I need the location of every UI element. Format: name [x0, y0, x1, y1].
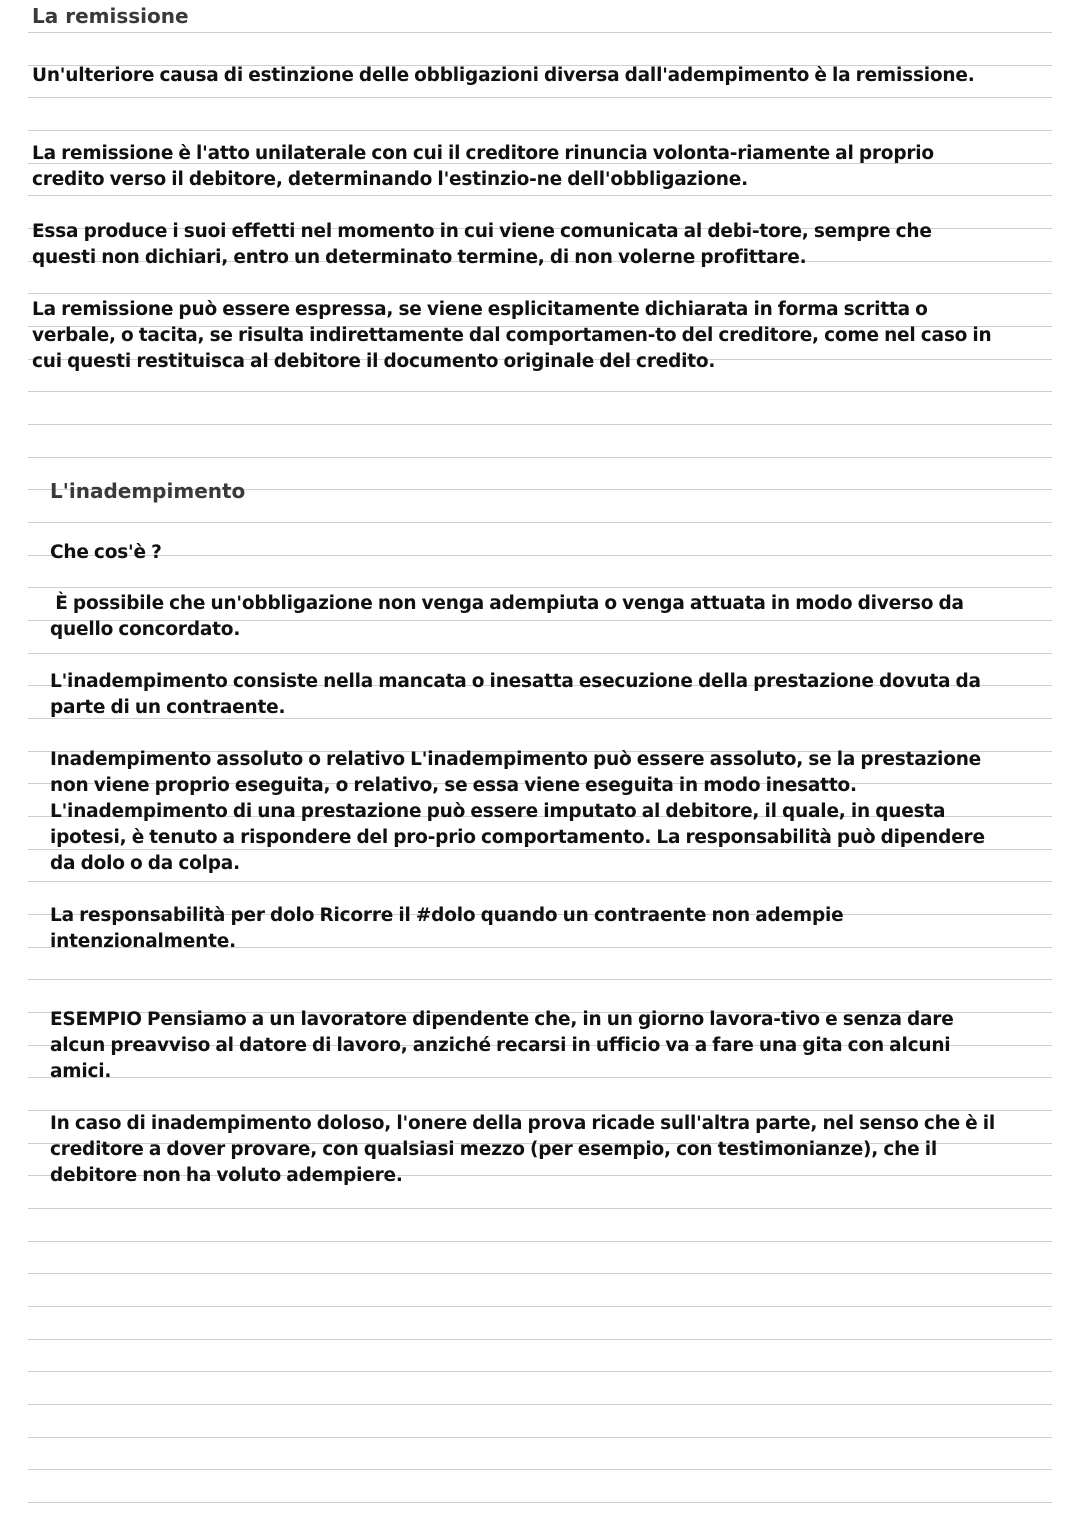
ruled-line	[28, 32, 1052, 33]
ruled-line	[28, 97, 1052, 98]
ruled-line	[28, 1306, 1052, 1307]
ruled-line	[28, 391, 1052, 392]
example-paragraph: ESEMPIO Pensiamo a un lavoratore dipendente che, in un giorno lavora-tivo e senza dare alcun preavviso al datore di lavoro, anziché recarsi in ufficio va a fare una gita con alcuni amici.	[50, 1009, 954, 1082]
ruled-line	[28, 1502, 1052, 1503]
ruled-line	[28, 1339, 1052, 1340]
ruled-line	[28, 293, 1052, 294]
paragraph: In caso di inadempimento doloso, l'onere della prova ricade sull'altra parte, nel senso che è il creditore a dover provare, con qualsiasi mezzo (per esempio, con testimonianze), che il debitore non ha voluto adempiere.	[50, 1113, 996, 1186]
ruled-line	[28, 1404, 1052, 1405]
ruled-line	[28, 195, 1052, 196]
paragraph: La remissione è l'atto unilaterale con cui il creditore rinuncia volonta-riamente al proprio credito verso il debitore, determinando l'estinzio-ne dell'obbligazione.	[32, 143, 934, 190]
ruled-line	[28, 1208, 1052, 1209]
paragraph: La remissione può essere espressa, se viene esplicitamente dichiarata in forma scritta o verbale, o tacita, se risulta indirettamente dal comportamen-to del creditore, come nel caso in cui questi restituisca al debitore il documento originale del credito.	[32, 299, 992, 372]
section-title: L'inadempimento	[50, 479, 246, 503]
ruled-line	[28, 979, 1052, 980]
ruled-line	[28, 1241, 1052, 1242]
ruled-line	[28, 1371, 1052, 1372]
paragraph: L'inadempimento consiste nella mancata o inesatta esecuzione della prestazione dovuta da parte di un contraente.	[50, 671, 981, 718]
ruled-line	[28, 1273, 1052, 1274]
paragraph: La responsabilità per dolo Ricorre il #dolo quando un contraente non adempie intenzionalmente.	[50, 905, 844, 952]
ruled-line	[28, 1437, 1052, 1438]
ruled-line	[28, 587, 1052, 588]
ruled-line	[28, 130, 1052, 131]
ruled-line	[28, 1469, 1052, 1470]
paragraph: Essa produce i suoi effetti nel momento in cui viene comunicata al debi-tore, sempre che questi non dichiari, entro un determinato termine, di non volerne profittare.	[32, 221, 932, 268]
section-title: La remissione	[32, 4, 189, 28]
ruled-line	[28, 522, 1052, 523]
ruled-line	[28, 424, 1052, 425]
ruled-line	[28, 653, 1052, 654]
ruled-line	[28, 881, 1052, 882]
question: Che cos'è ?	[50, 542, 162, 563]
paragraph: Un'ulteriore causa di estinzione delle obbligazioni diversa dall'adempimento è la remissione.	[32, 65, 975, 86]
paragraph: Inadempimento assoluto o relativo L'inadempimento può essere assoluto, se la prestazione non viene proprio eseguita, o relativo, se essa viene eseguita in modo inesatto. L'inadempimento di una prestazione può essere imputato al debitore, il quale, in questa ipotesi, è tenuto a rispondere del pro-prio comportamento. La responsabilità può dipendere da dolo o da colpa.	[50, 749, 985, 874]
ruled-line	[28, 457, 1052, 458]
paragraph: È possibile che un'obbligazione non venga adempiuta o venga attuata in modo diverso da quello concordato.	[50, 593, 970, 640]
